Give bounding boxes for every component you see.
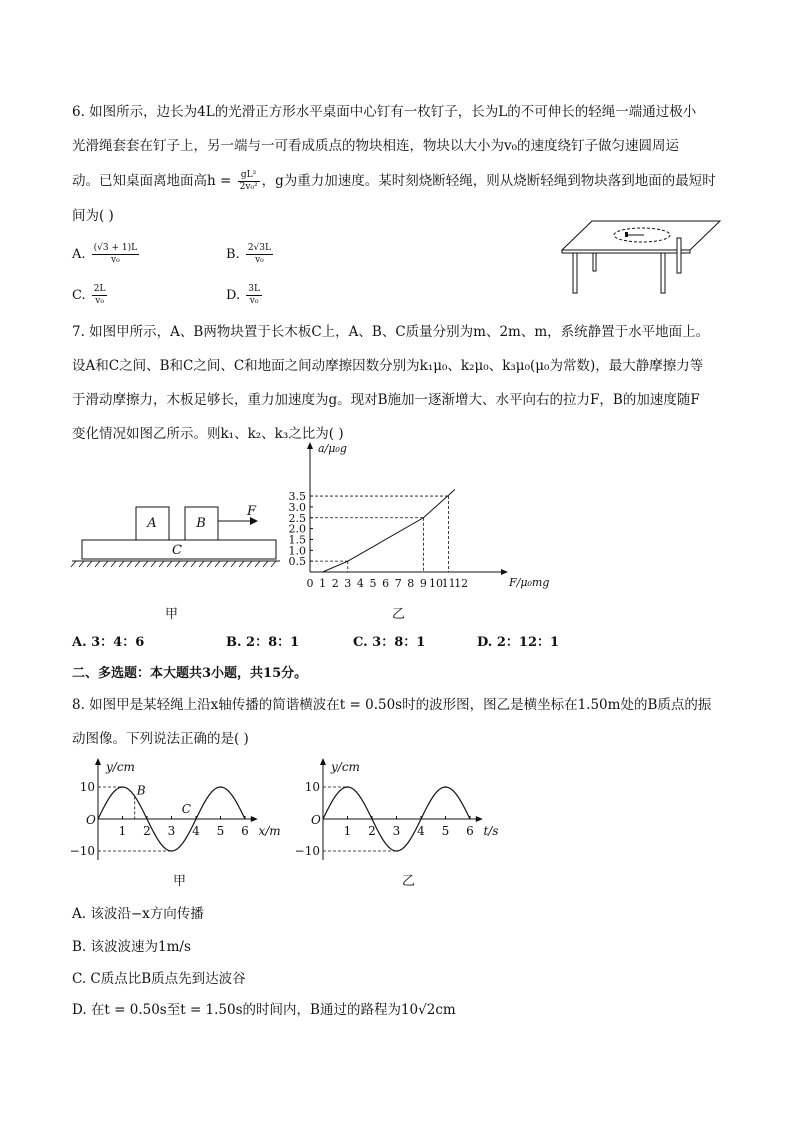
q6-h-num: gL² (238, 170, 260, 182)
q8-option-b[interactable]: B. 该波波速为1m/s (72, 939, 191, 955)
x-tick-label: 1 (118, 824, 127, 838)
q8-option-d[interactable]: D. 在t = 0.50s至t = 1.50s的时间内，B通过的路程为10√2cm (72, 1002, 456, 1018)
q6-line-4: 间为( ) (72, 208, 114, 224)
q8-line-2: 动图像。下列说法正确的是( ) (72, 731, 249, 747)
q8-caption-yi: 乙 (402, 874, 416, 889)
q6-option-c[interactable] (72, 284, 109, 307)
table-leg-front-left (573, 253, 577, 293)
x-tick-label: 5 (216, 824, 225, 838)
y-tick-label-bottom: −10 (70, 844, 95, 858)
x-tick-label: 0 (306, 577, 314, 590)
q6-height-fraction (238, 170, 260, 193)
q6-d-den: v₀ (249, 296, 259, 306)
q7-option-b[interactable]: B. 2：8：1 (226, 635, 300, 650)
q6-c-num: 2L (93, 284, 106, 294)
x-tick-label: 12 (454, 577, 469, 590)
x-tick-label: 2 (368, 824, 376, 838)
x-tick-label: 6 (382, 577, 390, 590)
table-leg-back-left (593, 253, 596, 271)
x-tick-label: 11 (441, 577, 456, 590)
point-b-label: B (136, 783, 146, 798)
x-tick-label: 6 (466, 824, 474, 838)
x-tick-label: 9 (419, 577, 427, 590)
y-axis-arrow (95, 758, 101, 765)
q7-caption-yi: 乙 (392, 607, 406, 622)
x-axis-arrow (476, 816, 483, 822)
q6-a-den: v₀ (111, 255, 120, 265)
x-tick-label: 1 (319, 577, 327, 590)
table-leg-back-right (677, 238, 681, 273)
q7-line-4: 变化情况如图乙所示。则k₁、k₂、k₃之比为( ) (72, 426, 344, 442)
y-tick-label: 2.5 (288, 511, 306, 525)
force-label: F (247, 504, 257, 519)
section-2-heading: 二、多选题：本大题共3小题，共15分。 (72, 666, 308, 681)
q6-line-3-pre: 动。已知桌面离地面高h = (72, 173, 236, 189)
y-tick-label-top: 10 (79, 780, 95, 794)
x-tick-label: 2 (143, 824, 151, 838)
q7-aF-chart (285, 440, 575, 600)
board-c-label: C (172, 543, 182, 558)
q7-option-a[interactable]: A. 3：4：6 (72, 635, 145, 650)
origin-label: O (311, 813, 321, 827)
q6-option-d[interactable] (226, 284, 264, 307)
x-tick-label: 8 (407, 577, 415, 590)
q8-option-c[interactable]: C. C质点比B质点先到达波谷 (72, 971, 246, 987)
q6-line-2: 光滑绳套套在钉子上，另一端与一可看成质点的物块相连，物块以大小为v₀的速度绕钉子做匀速圆周运 (72, 138, 680, 154)
q7-caption-jia: 甲 (165, 607, 179, 622)
x-tick-label: 4 (417, 824, 425, 838)
y-axis-label: y/cm (331, 760, 360, 774)
x-tick-label: 7 (394, 577, 402, 590)
q6-h-den: 2v₀² (239, 182, 258, 192)
y-tick-label: 1.5 (288, 533, 306, 547)
y-axis-label: a/μ₀g (318, 442, 347, 455)
x-tick-label: 4 (356, 577, 364, 590)
q7-line-3: 于滑动摩擦力，木板足够长，重力加速度为g。现对B施加一逐渐增大、水平向右的拉力F，B的加速度随F (72, 392, 700, 408)
x-tick-label: 6 (241, 824, 249, 838)
q6-b-num: 2√3L (247, 243, 271, 253)
q6-c-den: v₀ (95, 296, 104, 306)
x-axis-label: t/s (483, 824, 499, 838)
block-b-label: B (196, 516, 206, 531)
q8-option-a[interactable]: A. 该波沿−x方向传播 (72, 906, 204, 922)
q7-option-d[interactable]: D. 2：12：1 (477, 635, 560, 650)
q8-caption-jia: 甲 (173, 874, 187, 889)
table-edge (562, 250, 690, 253)
y-tick-label: 0.5 (288, 555, 306, 569)
ground-hatch (71, 561, 276, 567)
origin-label: O (86, 813, 96, 827)
q6-option-d-label: D. (226, 288, 241, 303)
x-tick-label: 3 (167, 824, 176, 838)
y-tick-label-top: 10 (304, 780, 320, 794)
q6-option-a[interactable] (72, 243, 141, 266)
q6-option-d-fraction (246, 284, 262, 307)
block-a-label: A (147, 516, 157, 531)
q6-line-3 (72, 170, 716, 193)
table-leg-front-right (661, 253, 665, 293)
x-tick-label: 2 (331, 577, 339, 590)
x-tick-label: 4 (192, 824, 200, 838)
q7-blocks-figure (70, 495, 285, 575)
x-tick-label: 5 (441, 824, 450, 838)
y-axis-arrow (307, 442, 313, 449)
q6-table-figure (560, 218, 725, 298)
x-tick-label: 3 (344, 577, 352, 590)
block (625, 232, 628, 237)
q6-option-c-label: C. (72, 288, 86, 303)
x-axis-label: F/μ₀mg (509, 576, 550, 589)
q6-option-a-label: A. (72, 247, 86, 262)
q8-vibration-chart (295, 755, 520, 865)
y-tick-label-bottom: −10 (295, 844, 320, 858)
q6-option-b[interactable] (226, 243, 275, 266)
y-tick-label: 1.0 (288, 544, 306, 558)
x-tick-label: 3 (392, 824, 401, 838)
x-axis-arrow (251, 816, 258, 822)
q7-line-1: 7. 如图甲所示，A、B两物块置于长木板C上，A、B、C质量分别为m、2m、m，系统静置于水平地面上。 (72, 324, 710, 340)
x-tick-label: 1 (343, 824, 352, 838)
q6-line-1: 6. 如图所示，边长为4L的光滑正方形水平桌面中心钉有一枚钉子，长为L的不可伸长的轻绳一端通过极小 (72, 104, 697, 120)
y-tick-label: 3.5 (288, 490, 306, 504)
a-F-line (323, 490, 455, 572)
q7-line-2: 设A和C之间、B和C之间、C和地面之间动摩擦因数分别为k₁μ₀、k₂μ₀、k₃μ₀(μ₀为常数)，最大静摩擦力等 (72, 358, 704, 374)
q6-option-a-fraction (92, 243, 139, 266)
q8-line-1: 8. 如图甲是某轻绳上沿x轴传播的简谐横波在t = 0.50s时的波形图，图乙是横坐标在1.50m处的B质点的振 (72, 697, 712, 713)
q6-d-num: 3L (248, 284, 260, 294)
q6-option-c-fraction (92, 284, 108, 307)
q8-wave-chart (70, 755, 295, 865)
x-axis-label: x/m (258, 824, 281, 838)
y-tick-label: 3.0 (288, 500, 306, 514)
y-tick-label: 2.0 (288, 522, 306, 536)
q6-option-b-fraction (246, 243, 273, 266)
q6-line-3-post: ，g为重力加速度。某时刻烧断轻绳，则从烧断轻绳到物块落到地面的最短时 (261, 173, 716, 189)
q6-a-num: (√3 + 1)L (93, 243, 138, 253)
y-axis-arrow (320, 758, 326, 765)
y-axis-label: y/cm (106, 760, 135, 774)
x-tick-label: 10 (429, 577, 443, 590)
q7-option-c[interactable]: C. 3：8：1 (353, 635, 426, 650)
point-c-label: C (181, 802, 191, 816)
x-axis-arrow (501, 569, 508, 575)
q6-option-b-label: B. (226, 247, 240, 262)
x-tick-label: 5 (369, 577, 377, 590)
q6-b-den: v₀ (255, 255, 264, 265)
